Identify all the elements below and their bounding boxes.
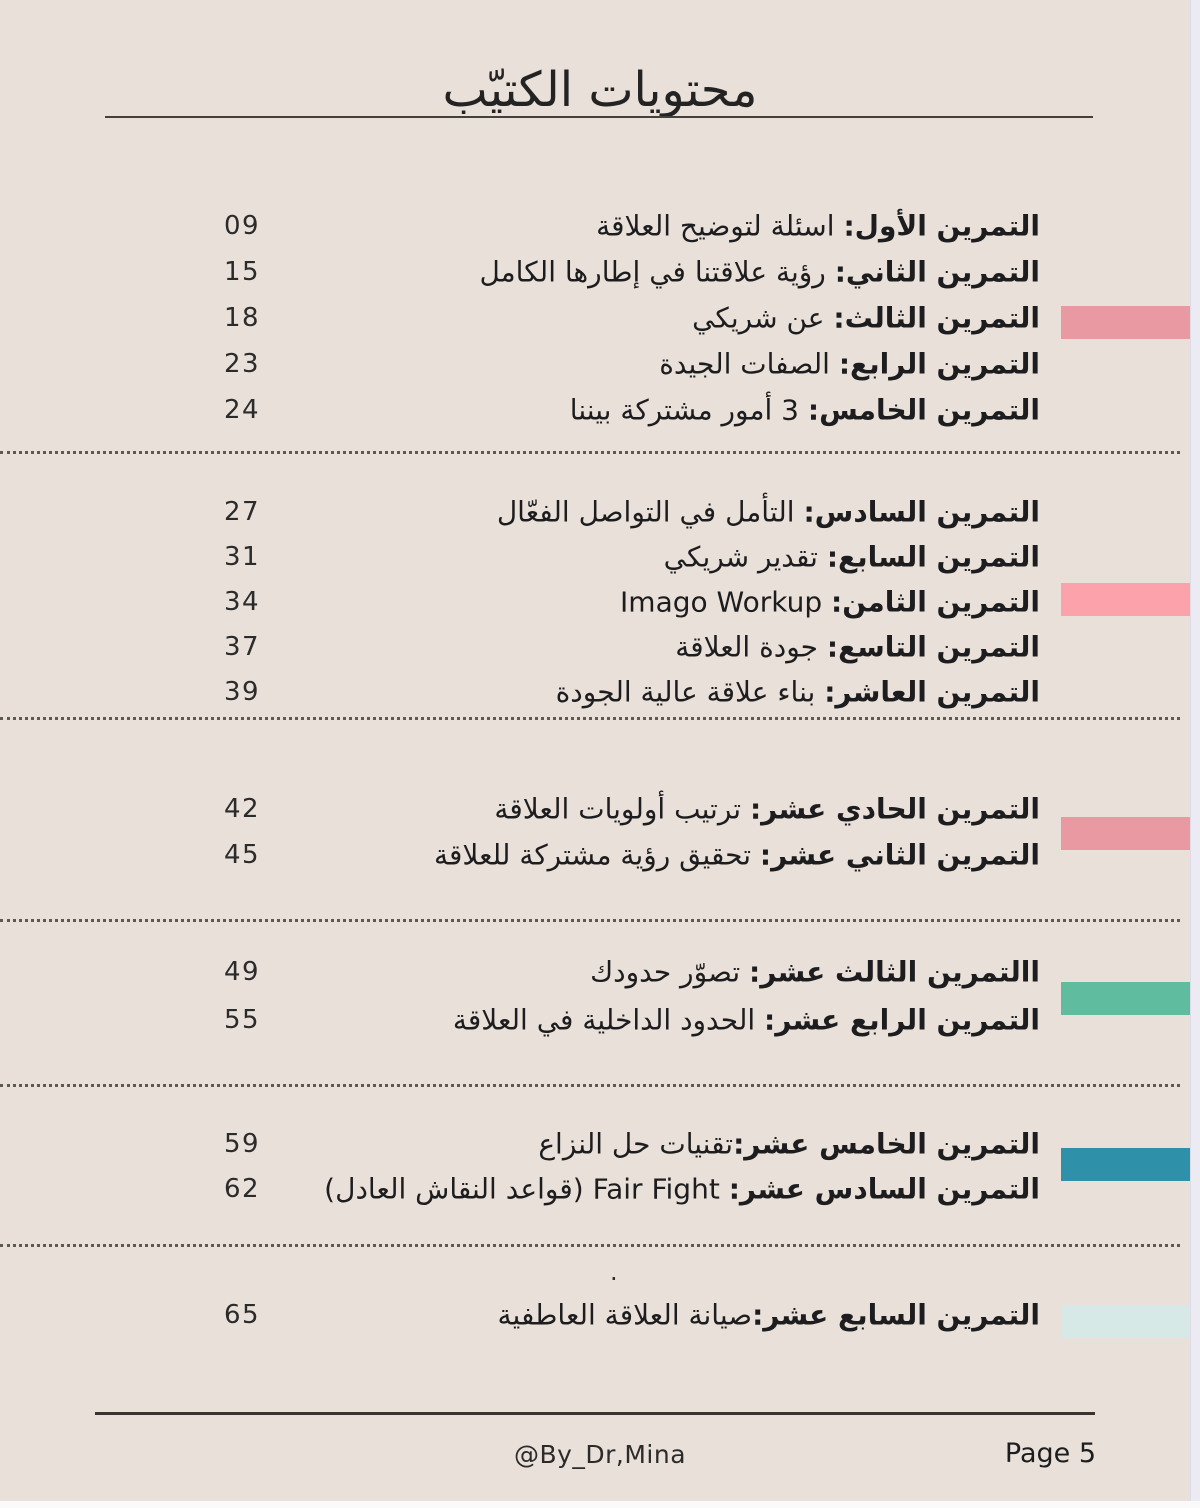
title-divider	[105, 116, 1093, 118]
toc-section-1	[0, 203, 1200, 433]
accent-bar	[1061, 1148, 1190, 1181]
accent-bar	[1061, 1305, 1190, 1338]
entry-label: التمرين الحادي عشر:	[749, 792, 1040, 826]
page-number: 18	[224, 303, 261, 333]
entry-title	[590, 956, 1040, 989]
entry-subtitle: جودة العلاقة	[675, 630, 827, 663]
toc-entry-row	[0, 249, 1200, 295]
entry-label: التمرين الأول:	[843, 209, 1040, 243]
toc-entry-row	[0, 669, 1200, 714]
entry-title	[675, 630, 1040, 663]
entry-subtitle: رؤية علاقتنا في إطارها الكامل	[479, 255, 835, 289]
page-number: 15	[224, 257, 261, 287]
entry-label: التمرين الثامن:	[831, 585, 1040, 618]
page-number: 59	[224, 1128, 261, 1159]
entry-subtitle: تحقيق رؤية مشتركة للعلاقة	[434, 838, 760, 872]
entry-subtitle: تقنيات حل النزاع	[538, 1127, 734, 1160]
entry-label: التمرين السادس:	[803, 495, 1040, 528]
entry-title	[538, 1127, 1040, 1160]
entry-title	[692, 302, 1040, 335]
entry-label: التمرين السابع:	[826, 540, 1040, 573]
page-number: 37	[224, 631, 261, 662]
toc-entry-row	[0, 996, 1200, 1044]
entry-label: التمرين الرابع عشر:	[764, 1003, 1040, 1037]
toc-entry-row	[0, 579, 1200, 624]
entry-title	[434, 839, 1040, 872]
entry-title	[497, 495, 1040, 528]
entry-title	[659, 348, 1040, 381]
page-number-label: Page 5	[1004, 1438, 1096, 1469]
page-number: 39	[224, 676, 261, 707]
toc-entry-row	[0, 1292, 1200, 1338]
entry-subtitle: Imago Workup	[620, 585, 832, 618]
page-number: 09	[224, 211, 261, 241]
entry-label: التمرين العاشر:	[824, 675, 1040, 708]
entry-subtitle: الصفات الجيدة	[659, 347, 839, 381]
toc-entry-row	[0, 1166, 1200, 1211]
page-number: 45	[224, 840, 261, 870]
entry-title	[620, 585, 1040, 618]
entry-label: التمرين السادس عشر:	[728, 1172, 1040, 1205]
toc-entry-row	[0, 786, 1200, 832]
entry-subtitle: تقدير شريكي	[663, 540, 827, 573]
entry-label: االتمرين الثالث عشر:	[749, 955, 1040, 989]
page-bottom-edge	[0, 1501, 1200, 1508]
toc-section-4	[0, 948, 1200, 1044]
section-divider-dotted	[0, 1244, 1180, 1247]
page-number: 24	[224, 395, 261, 425]
entry-label: التمرين الثاني عشر:	[759, 838, 1040, 872]
page-number: 23	[224, 349, 261, 379]
toc-section-5	[0, 1121, 1200, 1211]
entry-title	[664, 540, 1040, 573]
accent-bar	[1061, 583, 1190, 616]
entry-title	[324, 1172, 1040, 1205]
toc-section-3	[0, 786, 1200, 878]
toc-entry-row	[0, 534, 1200, 579]
entry-label: التمرين الرابع:	[838, 347, 1040, 381]
toc-entry-row	[0, 948, 1200, 996]
entry-subtitle: ترتيب أولويات العلاقة	[494, 792, 750, 826]
entry-title	[498, 1299, 1040, 1332]
entry-subtitle: بناء علاقة عالية الجودة	[555, 675, 825, 708]
entry-label: التمرين الثالث:	[833, 301, 1040, 335]
page-number: 49	[224, 957, 261, 987]
entry-label: التمرين الخامس عشر:	[733, 1127, 1040, 1160]
page-number: 27	[224, 496, 261, 527]
entry-label: التمرين الثاني:	[834, 255, 1040, 289]
entry-subtitle: اسئلة لتوضيح العلاقة	[596, 209, 844, 243]
entry-subtitle: التأمل في التواصل الفعّال	[496, 495, 804, 528]
entry-subtitle: Fair Fight (قواعد النقاش العادل)	[324, 1172, 729, 1205]
page-title: محتويات الكتيّب	[442, 62, 758, 119]
toc-entry-row	[0, 624, 1200, 669]
author-handle: @By_Dr,Mina	[513, 1440, 687, 1469]
section-divider-dotted	[0, 451, 1180, 454]
entry-subtitle: صيانة العلاقة العاطفية	[497, 1298, 753, 1332]
entry-title	[556, 675, 1040, 708]
entry-title	[479, 256, 1040, 289]
toc-entry-row	[0, 1121, 1200, 1166]
entry-label: التمرين الخامس:	[807, 393, 1040, 427]
entry-title	[570, 394, 1040, 427]
toc-section-2	[0, 489, 1200, 714]
entry-label: التمرين التاسع:	[826, 630, 1040, 663]
accent-bar	[1061, 982, 1190, 1015]
toc-section-6	[0, 1292, 1200, 1338]
page-number: 31	[224, 541, 261, 572]
toc-entry-row	[0, 295, 1200, 341]
entry-subtitle: الحدود الداخلية في العلاقة	[452, 1003, 765, 1037]
footer-divider	[95, 1412, 1095, 1415]
entry-subtitle: عن شريكي	[692, 301, 834, 335]
toc-entry-row	[0, 387, 1200, 433]
accent-bar	[1061, 817, 1190, 850]
page-number: 65	[224, 1300, 261, 1330]
entry-title	[453, 1004, 1040, 1037]
toc-entry-row	[0, 341, 1200, 387]
entry-subtitle: 3 أمور مشتركة بيننا	[569, 393, 808, 427]
page-number: 42	[224, 794, 261, 824]
entry-label: التمرين السابع عشر:	[752, 1298, 1040, 1332]
toc-entry-row	[0, 832, 1200, 878]
entry-title	[596, 210, 1040, 243]
toc-entry-row	[0, 203, 1200, 249]
toc-entry-row	[0, 489, 1200, 534]
accent-bar	[1061, 306, 1190, 339]
section-divider-dotted	[0, 1084, 1180, 1087]
section-divider-dotted	[0, 919, 1180, 922]
section-divider-dotted	[0, 717, 1180, 720]
page-number: 34	[224, 586, 261, 617]
entry-title	[494, 793, 1040, 826]
page-number: 55	[224, 1005, 261, 1035]
stray-period: .	[610, 1258, 618, 1286]
entry-subtitle: تصوّر حدودك	[590, 955, 750, 989]
page-number: 62	[224, 1173, 261, 1204]
